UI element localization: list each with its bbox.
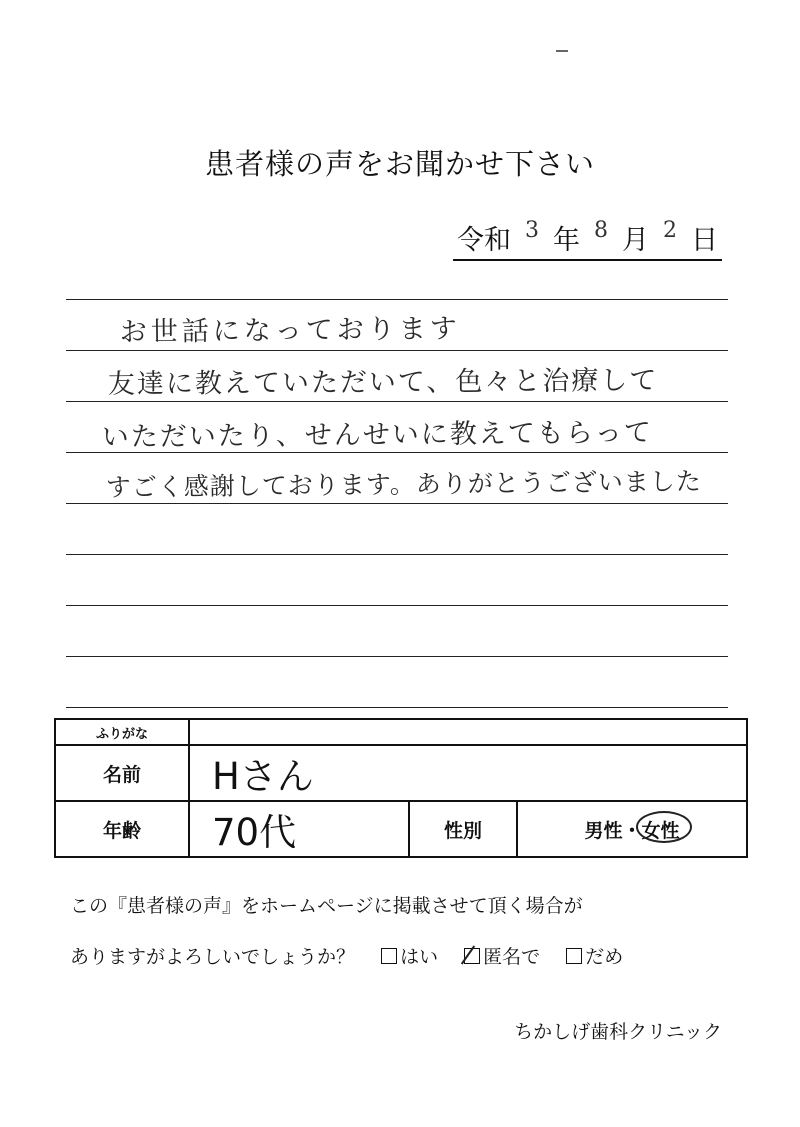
furigana-value[interactable] [189,719,747,745]
gender-male-option[interactable]: 男性 [584,819,623,842]
comment-line-2: 友達に教えていただいて、色々と治療して [107,365,659,401]
gender-separator: ・ [622,819,642,842]
date-day-label: 日 [691,225,718,256]
date-year-value: 3 [525,218,539,243]
name-row [55,745,747,801]
checkbox-anonymous[interactable] [464,948,480,964]
selection-circle [636,811,692,843]
age-value[interactable]: 70代 [189,801,409,857]
name-label: 名前 [55,745,189,801]
option-yes-label: はい [400,946,439,968]
consent-question-line-1: この『患者様の声』をホームページに掲載させて頂く場合が [70,895,583,917]
option-anonymous[interactable] [464,946,540,968]
gender-female-label: 女性 [641,819,680,842]
furigana-label: ふりがな [55,719,189,745]
comment-line-1: お世話になっております [119,313,461,349]
age-label: 年齢 [55,801,189,857]
date-day-value: 2 [663,218,677,243]
patient-info-table [54,718,748,858]
option-yes[interactable] [381,946,438,968]
comment-line-3: いただいたり、せんせいに教えてもらって [101,417,653,454]
ruled-line [66,605,728,606]
option-no[interactable] [566,946,623,968]
ruled-line [66,656,728,657]
gender-options [517,801,747,857]
ruled-line [66,299,728,300]
date-year-label: 年 [553,225,580,256]
gender-female-option[interactable] [642,816,680,843]
date-month-value: 8 [594,218,608,243]
ruled-line [66,554,728,555]
page-title: 患者様の声をお聞かせ下さい [204,147,595,181]
checkbox-yes[interactable] [381,948,397,964]
checkbox-no[interactable] [566,948,582,964]
date-era: 令和 [457,225,511,256]
consent-question-line-2 [70,942,623,969]
ruled-line [66,707,728,708]
clinic-name: ちかしげ歯科クリニック [514,1021,722,1043]
option-anonymous-label: 匿名で [483,946,541,968]
age-row [55,801,747,857]
ruled-line [66,350,728,351]
name-value[interactable]: Hさん [189,745,747,801]
furigana-row [55,719,747,745]
date-line [453,218,722,261]
ruled-line [66,401,728,402]
date-month-label: 月 [622,225,649,256]
option-no-label: だめ [585,946,624,968]
consent-question-text: ありますがよろしいでしょうか？ [70,946,356,968]
gender-label: 性別 [409,801,517,857]
scan-mark [556,50,568,52]
comment-line-4: すごく感謝しております。ありがとうございました [105,466,702,503]
